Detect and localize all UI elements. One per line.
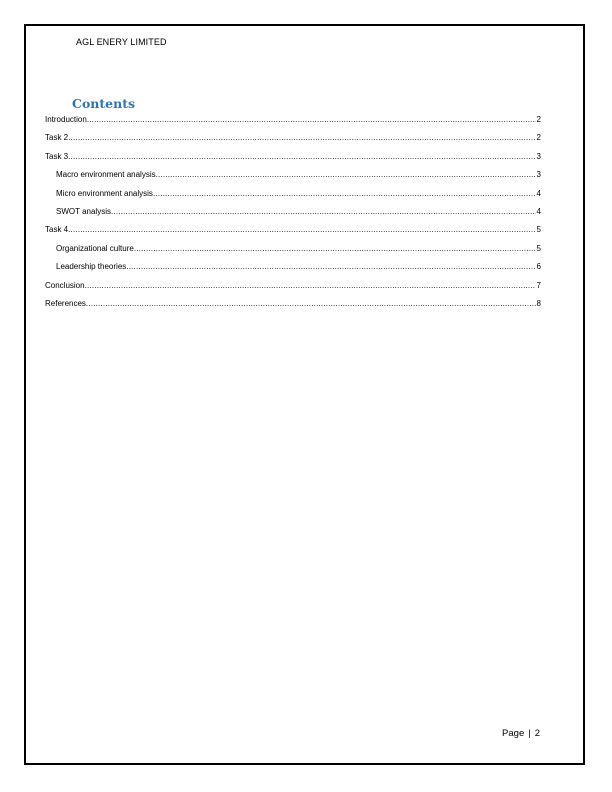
toc-dot-leader [153,188,536,200]
toc-entry[interactable] [56,188,541,206]
toc-entry-page: 6 [536,262,541,272]
toc-entry-label: Task 3 [45,151,69,161]
toc-entry-page: 2 [536,115,541,124]
toc-entry-page: 5 [536,225,541,235]
toc-entry[interactable] [45,151,541,169]
toc-entry-label: Leadership theories [56,262,127,272]
toc-dot-leader [126,261,535,273]
toc-entry-label: Organizational culture [56,243,134,253]
toc-dot-leader [134,243,536,255]
toc-entry-label: Conclusion [45,280,85,290]
toc-entry-page: 3 [536,170,541,180]
toc-dot-leader [111,206,536,218]
toc-entry-page: 4 [536,188,541,198]
toc-entry-label: References [45,298,86,308]
toc-entry[interactable] [45,280,541,298]
toc-dot-leader [68,151,535,163]
toc-entry-label: Task 4 [45,225,69,235]
toc-entry[interactable] [56,261,541,279]
toc-entry-label: Task 2 [45,133,69,143]
toc-entry-label: Introduction [45,115,87,124]
toc-entry-page: 4 [536,206,541,216]
toc-entry-page: 2 [536,133,541,143]
toc-dot-leader [86,298,536,310]
toc-dot-leader [156,169,536,181]
toc-entry-page: 7 [536,280,541,290]
toc-dot-leader [68,132,535,144]
footer-page-number: 2 [534,728,540,739]
toc-entry[interactable] [45,114,541,132]
page-footer [502,728,540,739]
toc-entry-page: 8 [536,298,541,308]
toc-entry[interactable] [56,243,541,261]
toc-entry[interactable] [56,169,541,187]
toc-title: Contents [72,96,136,111]
document-header: AGL ENERY LIMITED [76,37,167,47]
toc-entry-page: 5 [536,243,541,253]
toc-entry[interactable] [45,224,541,242]
toc-dot-leader [85,280,536,292]
footer-page-label: Page [502,728,525,739]
toc-entry[interactable] [45,298,541,316]
toc-entry-label: Micro environment analysis [56,188,153,198]
toc-entry[interactable] [45,132,541,150]
toc-dot-leader [87,114,536,126]
footer-separator: | [528,728,531,739]
toc-entry[interactable] [56,206,541,224]
toc-entry-label: Macro environment analysis [56,170,156,180]
toc-dot-leader [68,224,535,236]
table-of-contents [45,114,541,316]
toc-entry-page: 3 [536,151,541,161]
toc-entry-label: SWOT analysis [56,206,111,216]
